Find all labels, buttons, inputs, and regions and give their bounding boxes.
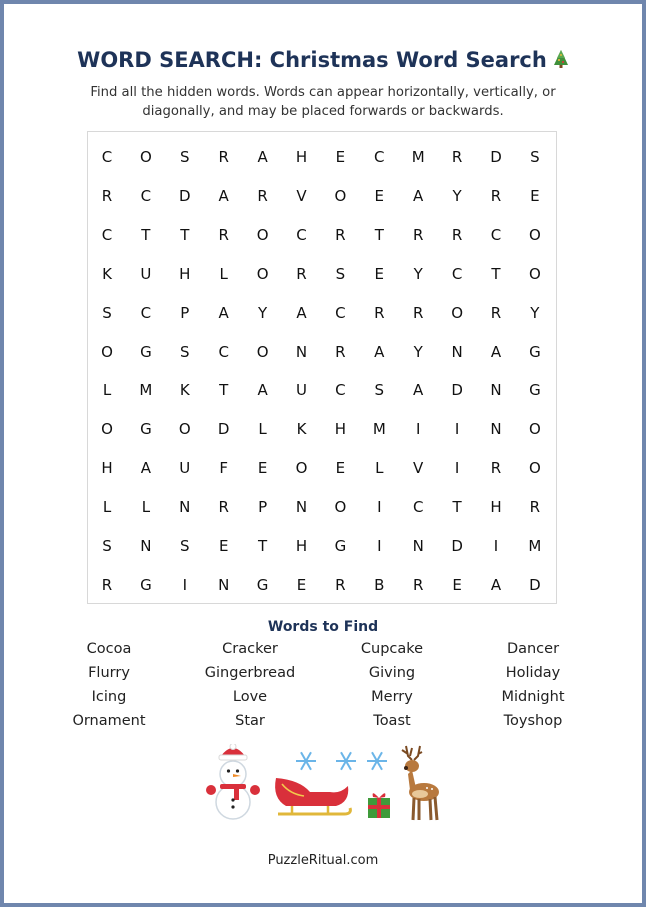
grid-letter: G (140, 575, 152, 594)
grid-letter: O (451, 303, 463, 322)
grid-letter: R (374, 303, 385, 322)
grid-letter: D (490, 148, 502, 166)
grid-letter: V (413, 459, 424, 478)
grid-letter: G (334, 537, 347, 555)
grid-letter: O (528, 264, 541, 283)
grid-letter: T (219, 381, 229, 400)
grid-letter: E (296, 575, 307, 594)
grid-letter: O (334, 498, 347, 517)
grid-letter: C (140, 303, 152, 322)
grid-letter: C (490, 225, 502, 244)
grid-letter: C (335, 303, 346, 322)
worksheet-page (4, 4, 642, 903)
grid-letter: L (375, 459, 384, 478)
word-item: Giving (368, 665, 416, 681)
grid-letter: R (412, 575, 424, 594)
grid-letter: E (530, 186, 540, 205)
grid-letter: H (490, 498, 502, 517)
grid-letter: R (218, 225, 229, 244)
grid-letter: D (451, 381, 463, 400)
grid-letter: C (412, 498, 424, 517)
grid-letter: A (218, 303, 229, 322)
grid-letter: E (374, 186, 385, 205)
grid-letter: M (139, 381, 153, 400)
word-item: Dancer (506, 641, 560, 657)
word-item: Toast (373, 713, 411, 729)
word-item: Ornament (72, 713, 146, 729)
word-item: Cupcake (360, 641, 424, 657)
grid-letter: C (374, 148, 385, 166)
grid-letter: O (528, 420, 541, 439)
word-item: Toyshop (503, 713, 563, 729)
grid-letter: T (180, 225, 190, 244)
grid-letter: R (451, 148, 463, 166)
grid-letter: L (141, 498, 151, 517)
grid-letter: N (412, 537, 424, 555)
grid-letter: A (413, 381, 424, 400)
grid-letter: E (218, 537, 229, 555)
grid-letter: I (377, 537, 382, 555)
grid-letter: O (139, 148, 152, 166)
grid-letter: P (258, 498, 268, 517)
grid-letter: H (295, 537, 308, 555)
grid-letter: T (374, 225, 384, 244)
grid-letter: L (219, 264, 228, 283)
grid-letter: E (452, 575, 462, 594)
words-heading: Words to Find (267, 619, 379, 635)
grid-letter: N (490, 420, 502, 439)
snowflake-icon (366, 750, 388, 776)
grid-letter: S (180, 537, 190, 555)
reindeer-icon (396, 744, 444, 828)
grid-letter: O (528, 459, 541, 478)
sleigh-icon (270, 774, 352, 826)
grid-letter: C (101, 225, 113, 244)
gift-icon (367, 789, 391, 823)
word-item: Midnight (501, 689, 565, 705)
grid-letter: N (295, 342, 308, 361)
grid-letter: C (451, 264, 463, 283)
grid-letter: C (218, 342, 229, 361)
grid-letter: R (335, 342, 346, 361)
grid-letter: A (257, 148, 268, 166)
word-item: Holiday (505, 665, 561, 681)
grid-letter: I (415, 420, 421, 439)
grid-letter: N (295, 498, 308, 517)
grid-letter: O (334, 186, 347, 205)
grid-letter: Y (530, 303, 540, 322)
grid-letter: I (454, 459, 460, 478)
grid-letter: R (218, 148, 229, 166)
word-item: Merry (371, 689, 413, 705)
snowman-icon (202, 744, 264, 826)
word-item: Gingerbread (204, 665, 296, 681)
grid-letter: U (179, 459, 191, 478)
grid-letter: R (296, 264, 307, 283)
grid-letter: S (335, 264, 346, 283)
grid-letter: K (296, 420, 307, 439)
grid-letter: U (296, 381, 307, 400)
grid-letter: R (529, 498, 541, 517)
grid-letter: N (451, 342, 463, 361)
grid-letter: M (411, 148, 425, 166)
grid-letter: R (412, 225, 424, 244)
footer-site: PuzzleRitual.com (267, 853, 379, 868)
grid-letter: A (374, 342, 385, 361)
word-item: Cocoa (86, 641, 132, 657)
grid-letter: R (451, 225, 463, 244)
grid-letter: G (140, 420, 152, 439)
grid-letter: R (335, 225, 346, 244)
grid-letter: T (452, 498, 462, 517)
grid-letter: R (257, 186, 268, 205)
grid-letter: O (528, 225, 541, 244)
grid-letter: R (218, 498, 229, 517)
word-item: Love (232, 689, 268, 705)
grid-letter: O (178, 420, 191, 439)
grid-letter: O (256, 264, 269, 283)
grid-letter: K (179, 381, 190, 400)
grid-letter: O (256, 225, 269, 244)
grid-letter: M (528, 537, 542, 555)
grid-letter: A (490, 575, 502, 594)
grid-letter: A (218, 186, 229, 205)
grid-letter: A (257, 381, 268, 400)
grid-letter: H (101, 459, 113, 478)
grid-letter: I (182, 575, 188, 594)
grid-letter: E (374, 264, 385, 283)
title-text: WORD SEARCH: Christmas Word Search (77, 48, 547, 72)
grid-letter: O (101, 420, 113, 439)
snowflake-icon (335, 750, 357, 776)
grid-letter: Y (413, 264, 423, 283)
grid-letter: A (296, 303, 307, 322)
grid-letter: T (491, 264, 501, 283)
grid-letter: D (451, 537, 463, 555)
grid-letter: T (258, 537, 268, 555)
grid-letter: D (529, 575, 541, 594)
grid-letter: S (102, 537, 112, 555)
grid-letter: Y (413, 342, 423, 361)
grid-letter: P (180, 303, 190, 322)
grid-letter: O (295, 459, 308, 478)
word-item: Flurry (88, 665, 130, 681)
letter-grid (87, 131, 557, 604)
grid-letter: O (101, 342, 113, 361)
grid-letter: G (529, 381, 541, 400)
grid-letter: E (257, 459, 268, 478)
grid-letter: R (490, 459, 502, 478)
grid-letter: N (490, 381, 502, 400)
grid-letter: Y (258, 303, 268, 322)
grid-letter: L (258, 420, 267, 439)
grid-letter: C (296, 225, 307, 244)
grid-letter: H (334, 420, 347, 439)
grid-letter: E (335, 459, 346, 478)
word-item: Cracker (222, 641, 278, 657)
grid-letter: R (490, 186, 502, 205)
grid-letter: V (296, 186, 307, 205)
grid-letter: R (335, 575, 346, 594)
grid-letter: S (102, 303, 112, 322)
grid-letter: I (493, 537, 499, 555)
grid-letter: M (372, 420, 386, 439)
grid-letter: R (101, 575, 113, 594)
grid-letter: G (529, 342, 541, 361)
word-item: Star (235, 713, 265, 729)
grid-letter: N (140, 537, 152, 555)
grid-letter: L (102, 381, 112, 400)
grid-letter: N (218, 575, 230, 594)
snowflake-icon (295, 750, 317, 776)
grid-letter: G (140, 342, 152, 361)
grid-letter: L (102, 498, 112, 517)
grid-letter: C (140, 186, 152, 205)
grid-letter: H (295, 148, 308, 166)
grid-letter: R (490, 303, 502, 322)
grid-letter: D (179, 186, 191, 205)
grid-letter: D (217, 420, 230, 439)
grid-letter: F (219, 459, 228, 478)
word-item: Icing (91, 689, 127, 705)
grid-letter: A (490, 342, 502, 361)
grid-letter: S (374, 381, 385, 400)
grid-letter: S (530, 148, 540, 166)
grid-letter: O (256, 342, 269, 361)
grid-letter: G (256, 575, 269, 594)
grid-letter: C (335, 381, 346, 400)
grid-letter: H (179, 264, 191, 283)
grid-letter: A (413, 186, 424, 205)
grid-letter: A (140, 459, 152, 478)
grid-letter: S (180, 148, 190, 166)
grid-letter: I (454, 420, 460, 439)
grid-letter: B (374, 575, 385, 594)
grid-letter: R (101, 186, 113, 205)
page-title (4, 48, 642, 74)
grid-letter: U (140, 264, 152, 283)
grid-letter: C (101, 148, 113, 166)
grid-letter: S (180, 342, 190, 361)
grid-letter: R (412, 303, 424, 322)
grid-letter: Y (452, 186, 462, 205)
grid-letter: T (141, 225, 151, 244)
instructions: Find all the hidden words. Words can appear horizontally, vertically, or diagonally, and may be placed forwards or backwards. (90, 85, 556, 119)
grid-letter: E (335, 148, 346, 166)
christmas-tree-icon (553, 49, 569, 74)
grid-letter: I (377, 498, 382, 517)
grid-letter: N (179, 498, 191, 517)
grid-letter: K (102, 264, 112, 283)
